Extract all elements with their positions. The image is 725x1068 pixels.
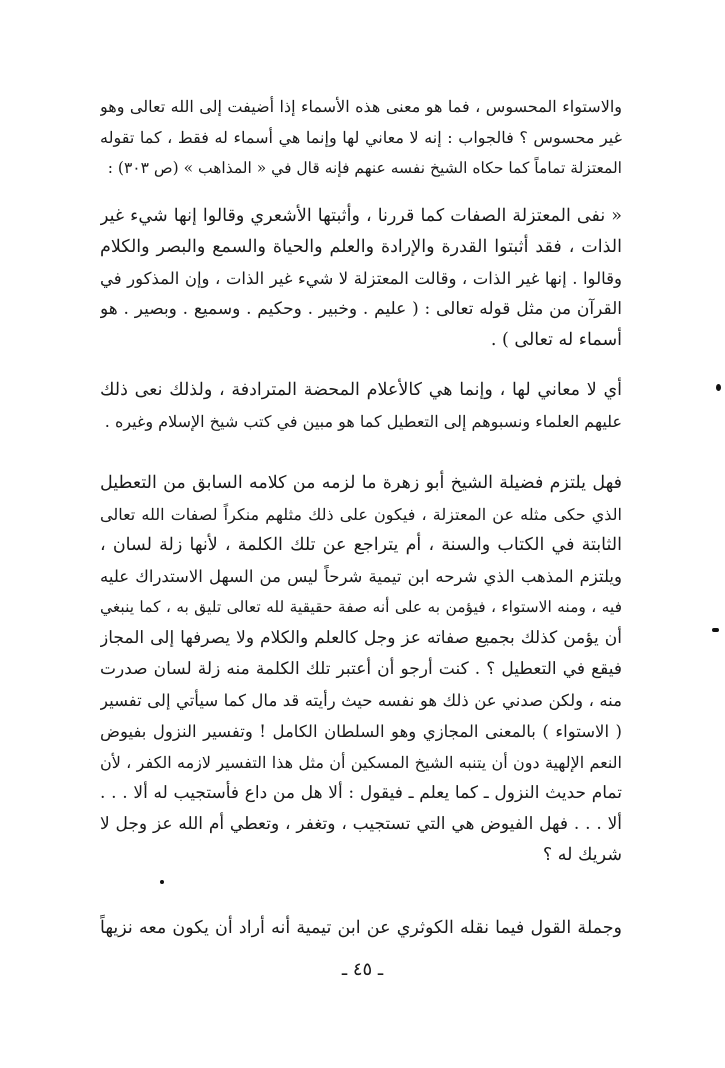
paragraph-4 [100,468,622,871]
text-line: تمام حديث النزول ـ كما يعلم ـ فيقول : ألا هل من داع فأستجيب له ألا . . . [100,783,622,803]
text-line: عليهم العلماء ونسبوهم إلى التعطيل كما هو مبين في كتب شيخ الإسلام وغيره . [104,412,622,431]
text-line: فيه ، ومنه الاستواء ، فيؤمن به على أنه صفة حقيقية لله تعالى تليق به ، كما ينبغي [100,598,622,616]
margin-mark [712,628,719,632]
paragraph-1 [100,91,622,184]
text-line: ( الاستواء ) بالمعنى المجازي وهو السلطان الكامل ! وتفسير النزول بفيوض [100,722,622,741]
margin-mark [716,384,721,391]
text-line: والاستواء المحسوس ، فما هو معنى هذه الأسماء إذا أضيفت إلى الله تعالى وهو [100,97,622,116]
text-line: شريك له ؟ [542,845,622,865]
page-number: ـ ٤٥ ـ [341,959,384,980]
text-line: غير محسوس ؟ فالجواب : إنه لا معاني لها وإنما هي أسماء له فقط ، كما تقوله [100,128,622,147]
text-line: فهل يلتزم فضيلة الشيخ أبو زهرة ما لزمه من كلامه السابق من التعطيل [100,473,622,493]
text-line: ألا . . . فهل الفيوض هي التي تستجيب ، وتغفر ، وتعطي أم الله عز وجل لا [100,814,622,834]
text-line: القرآن من مثل قوله تعالى : ( عليم . وخبير . وحكيم . وسميع . وبصير . هو [100,299,622,319]
text-line: « نفى المعتزلة الصفات كما قررنا ، وأثبتها الأشعري وقالوا إنها شيء غير [100,206,622,226]
text-line: أي لا معاني لها ، وإنما هي كالأعلام المحضة المترادفة ، ولذلك نعى ذلك [100,380,622,400]
text-line: ويلتزم المذهب الذي شرحه ابن تيمية شرحاً ليس من السهل الاستدراك عليه [100,567,622,586]
paragraph-2-quote [100,201,622,356]
text-line: منه ، ولكن صدني عن ذلك هو نفسه حيث رأيته قد مال كما سيأتي إلى تفسير [100,691,622,710]
paragraph-3 [100,375,622,437]
text-line: فيقع في التعطيل ؟ . كنت أرجو أن أعتبر تلك الكلمة منه زلة لسان صدرت [100,659,622,679]
text-line: الذات ، فقد أثبتوا القدرة والإرادة والعلم والحياة والسمع والبصر والكلام [100,237,622,257]
text-line: وجملة القول فيما نقله الكوثري عن ابن تيمية أنه أراد أن يكون معه نزيهاً [100,918,622,938]
text-line: الذي حكى مثله عن المعتزلة ، فيكون على ذلك مثلهم منكراً لصفات الله تعالى [100,505,622,524]
paragraph-5 [100,913,622,944]
text-line: وقالوا . إنها غير الذات ، وقالت المعتزلة لا شيء غير الذات ، وإن المذكور في [100,269,622,288]
text-line: أسماء له تعالى ) . [490,330,622,350]
text-line: المعتزلة تماماً كما حكاه الشيخ نفسه عنهم فإنه قال في « المذاهب » (ص ٣٠٣) : [107,159,622,177]
text-line: النعم الإلهية دون أن يتنبه الشيخ المسكين أن مثل هذا التفسير لازمه الكفر ، لأن [100,753,622,772]
text-line: أن يؤمن كذلك بجميع صفاته عز وجل كالعلم والكلام ولا يصرفها إلى المجاز [100,628,622,648]
text-line: الثابتة في الكتاب والسنة ، أم يتراجع عن تلك الكلمة ، لأنها زلة لسان ، [100,535,622,555]
ink-speck [160,880,164,884]
